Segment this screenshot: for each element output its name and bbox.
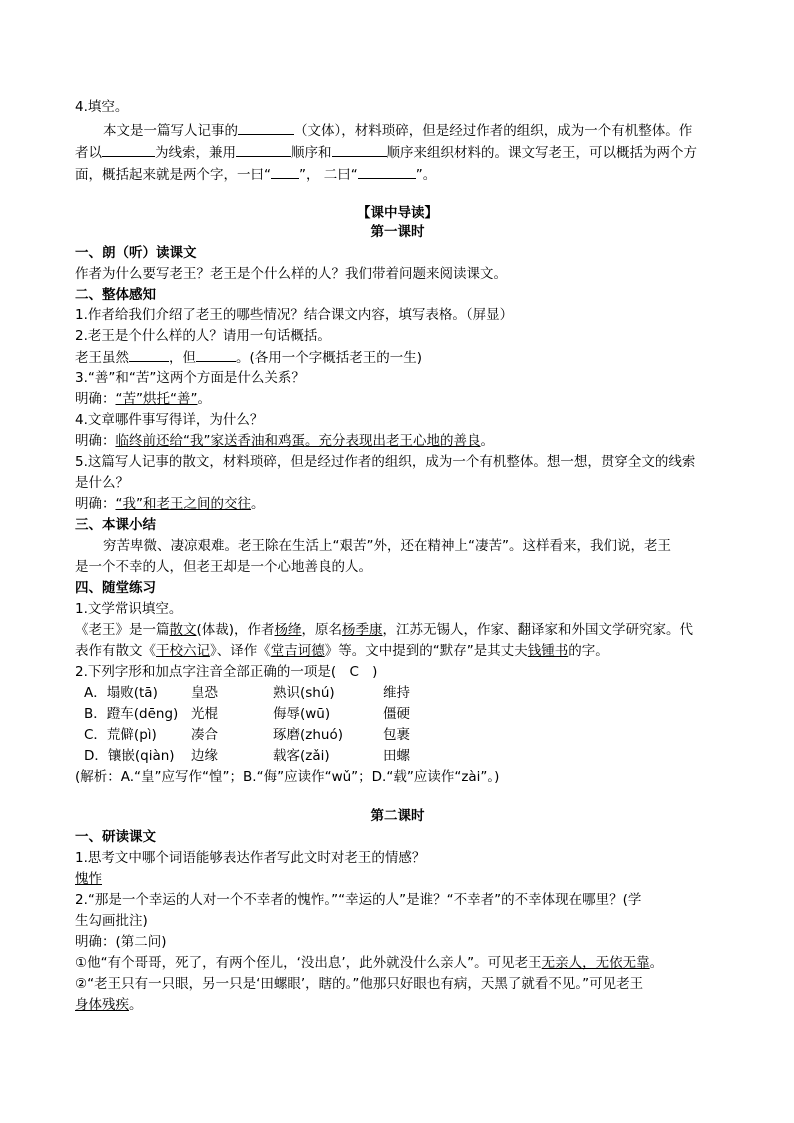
lesson1-q2-fill: 老王虽然 ，但 。(各用一个字概括老王的一生) xyxy=(75,347,730,368)
option-d: D．镶嵌(qiàn) 边缘 载客(zǎi) 田螺 xyxy=(84,748,410,764)
lesson1-a4: 明确：临终前还给“我”家送香油和鸡蛋。充分表现出老王心地的善良。 xyxy=(75,433,494,449)
lesson1-ex2: 2.下列字形和加点字注音全部正确的一项是( C ) xyxy=(75,664,378,680)
lesson1-h4: 四、随堂练习 xyxy=(75,580,156,596)
blank-suiran xyxy=(129,347,169,362)
lesson1-analysis: (解析：A.“皇”应写作“惶”；B.“侮”应读作“wǔ”；D.“载”应读作“zài”。) xyxy=(75,769,500,785)
option-c: C．荒僻(pì) 凑合 琢磨(zhuó) 包裹 xyxy=(84,727,410,743)
lesson1-q5a: 5.这篇写人记事的散文，材料琐碎，但是经过作者的组织，成为一个有机整体。想一想，贯穿全文的线索 xyxy=(75,454,696,470)
lesson2-a1: 愧怍 xyxy=(75,871,102,887)
blank-order-1 xyxy=(236,142,291,157)
lesson1-q4: 4.文章哪件事写得详，为什么？ xyxy=(75,412,264,428)
option-a: A．塌败(tā) 皇恐 熟识(shú) 维持 xyxy=(84,685,410,701)
lesson1-summary-2: 是一个不幸的人，但老王却是一个心地善良的人。 xyxy=(75,559,372,575)
blank-clue xyxy=(102,142,155,157)
lesson1-title: 第一课时 xyxy=(370,224,425,240)
lesson2-mingque: 明确：(第二问) xyxy=(75,934,167,950)
lesson1-h3: 三、本课小结 xyxy=(75,517,156,533)
blank-word-2 xyxy=(358,164,416,179)
lesson2-q2b: 生勾画批注) xyxy=(75,913,148,929)
blank-order-2 xyxy=(332,142,387,157)
lesson2-q2a: 2.“那是一个幸运的人对一个不幸者的愧怍。”“幸运的人”是谁？“不幸者”的不幸体现在哪里？(学 xyxy=(75,892,642,908)
section-title: 【课中导读】 xyxy=(357,205,438,221)
lesson1-ex1: 1.文学常识填空。 xyxy=(75,601,183,617)
lesson1-a5: 明确：“我”和老王之间的交往。 xyxy=(75,496,265,512)
lesson1-ex1-line1: 《老王》是一篇散文(体裁)，作者杨绛，原名杨季康，江苏无锡人，作家、翻译家和外国文学研究家。代 xyxy=(75,622,694,638)
lesson1-summary-1: 穷苦卑微、凄凉艰难。老王除在生活上“艰苦”外，还在精神上“凄苦”。这样看来，我们说，老王 xyxy=(103,538,671,554)
blank-genre xyxy=(238,120,294,135)
lesson2-point-2-end: 身体残疾。 xyxy=(75,997,143,1013)
lesson2-title: 第二课时 xyxy=(370,808,425,824)
lesson2-q1: 1.思考文中哪个词语能够表达作者写此文时对老王的情感？ xyxy=(75,850,426,866)
q4-line-2: 者以 为线索，兼用 顺序和 顺序来组织材料的。课文写老王，可以概括为两个方 xyxy=(75,142,730,163)
lesson1-a3: 明确：“苦”烘托“善”。 xyxy=(75,391,211,407)
lesson1-q5b: 是什么？ xyxy=(75,475,129,491)
q4-line-1: 本文是一篇写人记事的 （文体），材料琐碎，但是经过作者的组织，成为一个有机整体。作 xyxy=(103,120,758,141)
lesson1-q1: 1.作者给我们介绍了老王的哪些情况？结合课文内容，填写表格。（屏显） xyxy=(75,307,514,323)
lesson1-h2: 二、整体感知 xyxy=(75,287,156,303)
lesson2-point-1: ①他“有个哥哥，死了，有两个侄儿，‘没出息’，此外就没什么亲人”。可见老王无亲人，无依无靠。 xyxy=(75,955,664,971)
q4-heading: 4.填空。 xyxy=(75,99,129,115)
blank-word-1 xyxy=(271,164,299,179)
blank-dan xyxy=(196,347,236,362)
ex2-answer: C xyxy=(349,664,359,680)
lesson2-point-2: ②“老王只有一只眼，另一只是‘田螺眼’，瞎的。”他那只好眼也有病，天黑了就看不见。”可见老王 xyxy=(75,976,644,992)
lesson1-q3: 3.“善”和“苦”这两个方面是什么关系？ xyxy=(75,370,305,386)
lesson1-h1-text: 作者为什么要写老王？老王是个什么样的人？我们带着问题来阅读课文。 xyxy=(75,266,507,282)
option-b: B．蹬车(dēng) 光棍 侮辱(wū) 僵硬 xyxy=(84,706,410,722)
lesson2-h1: 一、研读课文 xyxy=(75,829,156,845)
lesson1-h1: 一、朗（听）读课文 xyxy=(75,245,197,261)
lesson1-ex1-line2: 表作有散文《干校六记》、译作《堂吉诃德》等。文中提到的“默存”是其丈夫钱锺书的字。 xyxy=(75,643,609,659)
q4-line-3: 面，概括起来就是两个字，一曰“ ”， 二曰“ ”。 xyxy=(75,164,730,185)
lesson1-q2: 2.老王是个什么样的人？请用一句话概括。 xyxy=(75,328,331,344)
